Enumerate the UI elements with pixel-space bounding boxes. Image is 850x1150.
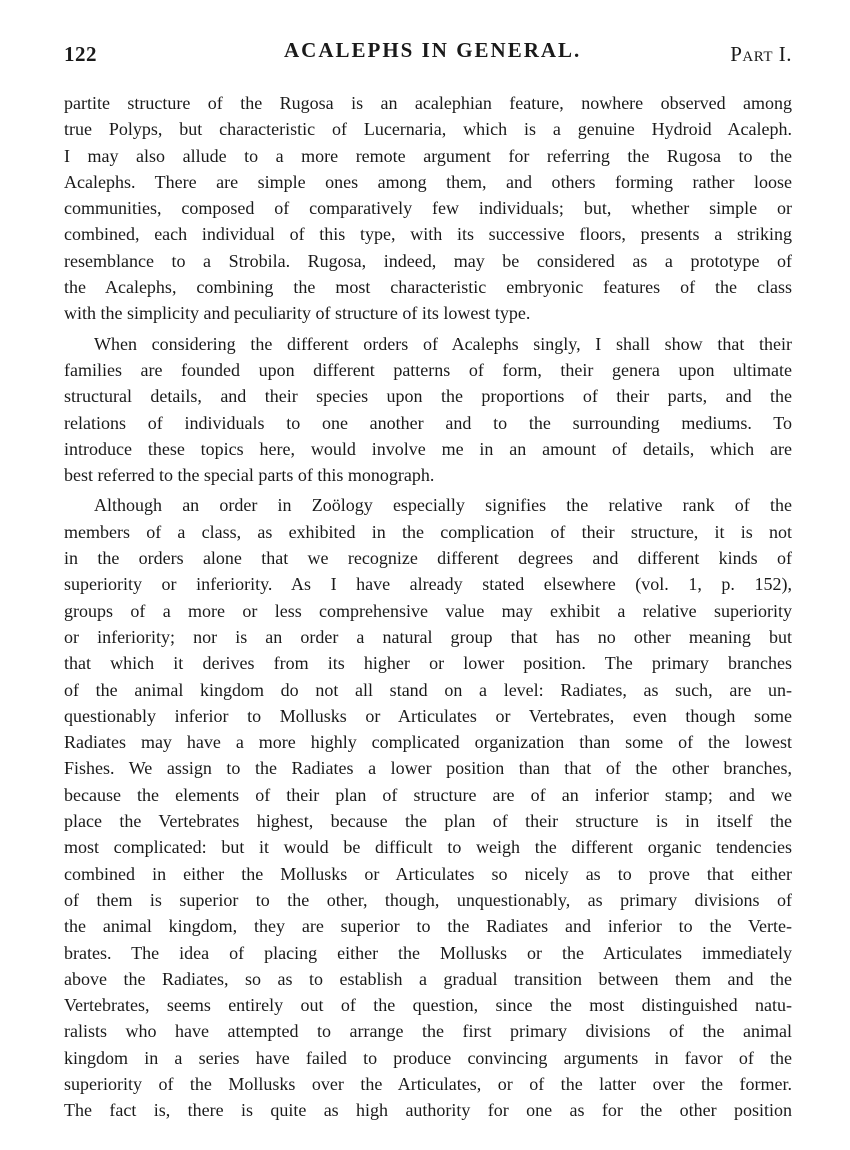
- text-line: combined, each individual of this type, with its successive floors, presents a striking: [64, 224, 792, 245]
- paragraph-1: [64, 90, 792, 327]
- running-title: ACALEPHS IN GENERAL.: [284, 38, 582, 62]
- text-line: superiority of the Mollusks over the Articulates, or of the latter over the former.: [64, 1073, 792, 1094]
- text-line: questionably inferior to Mollusks or Articulates or Vertebrates, even though some: [64, 705, 792, 726]
- page-number: 122: [64, 42, 97, 66]
- text-line: communities, composed of comparatively few individuals; but, whether simple or: [64, 198, 792, 219]
- text-line: place the Vertebrates highest, because the plan of their structure is in itself the: [64, 811, 792, 832]
- text-line: with the simplicity and peculiarity of structure of its lowest type.: [64, 303, 531, 324]
- text-line: structural details, and their species upon the proportions of their parts, and the: [64, 386, 792, 407]
- text-line: Fishes. We assign to the Radiates a lower position than that of the other branches,: [64, 758, 792, 779]
- text-line: Vertebrates, seems entirely out of the question, since the most distinguished natu-: [64, 995, 792, 1016]
- text-line: best referred to the special parts of this monograph.: [64, 465, 435, 486]
- paragraph-3: [64, 492, 792, 1123]
- text-line: the animal kingdom, they are superior to the Radiates and inferior to the Verte-: [64, 916, 792, 937]
- text-line: groups of a more or less comprehensive value may exhibit a relative superiority: [64, 600, 792, 621]
- text-line: most complicated: but it would be difficult to weigh the different organic tendencies: [64, 837, 792, 858]
- text-line: Acalephs. There are simple ones among them, and others forming rather loose: [64, 171, 792, 192]
- text-line: superiority or inferiority. As I have already stated elsewhere (vol. 1, p. 152),: [64, 574, 792, 595]
- text-line: When considering the different orders of Acalephs singly, I shall show that their: [94, 333, 792, 354]
- text-line: because the elements of their plan of structure are of an inferior stamp; and we: [64, 784, 792, 805]
- text-line: The fact is, there is quite as high authority for one as for the other position: [64, 1100, 792, 1121]
- text-line: resemblance to a Strobila. Rugosa, indeed, may be considered as a prototype of: [64, 250, 792, 271]
- text-line: Although an order in Zoölogy especially signifies the relative rank of the: [94, 495, 792, 516]
- text-line: ralists who have attempted to arrange the first primary divisions of the animal: [64, 1021, 792, 1042]
- text-line: the Acalephs, combining the most characteristic embryonic features of the class: [64, 277, 792, 298]
- text-line: above the Radiates, so as to establish a gradual transition between them and the: [64, 968, 792, 989]
- text-line: in the orders alone that we recognize different degrees and different kinds of: [64, 548, 792, 569]
- text-line: Radiates may have a more highly complicated organization than some of the lowest: [64, 732, 792, 753]
- text-line: I may also allude to a more remote argument for referring the Rugosa to the: [64, 145, 792, 166]
- text-line: families are founded upon different patterns of form, their genera upon ultimate: [64, 359, 792, 380]
- text-line: brates. The idea of placing either the Mollusks or the Articulates immediately: [64, 942, 792, 963]
- text-line: kingdom in a series have failed to produce convincing arguments in favor of the: [64, 1047, 792, 1068]
- text-line: members of a class, as exhibited in the complication of their structure, it is not: [64, 521, 792, 542]
- text-line: of them is superior to the other, though, unquestionably, as primary divisions of: [64, 889, 792, 910]
- book-page: [64, 38, 792, 1128]
- text-line: introduce these topics here, would involve me in an amount of details, which are: [64, 438, 792, 459]
- text-line: of the animal kingdom do not all stand on a level: Radiates, as such, are un-: [64, 679, 792, 700]
- text-line: partite structure of the Rugosa is an acalephian feature, nowhere observed among: [64, 93, 792, 113]
- part-label: Part I.: [730, 42, 792, 66]
- running-head: [64, 38, 792, 68]
- paragraph-2: [64, 331, 792, 489]
- text-line: that which it derives from its higher or lower position. The primary branches: [64, 653, 792, 674]
- text-line: relations of individuals to one another and to the surrounding mediums. To: [64, 412, 792, 433]
- text-line: combined in either the Mollusks or Articulates so nicely as to prove that either: [64, 863, 792, 884]
- text-line: true Polyps, but characteristic of Lucernaria, which is a genuine Hydroid Acaleph.: [64, 119, 792, 140]
- text-line: or inferiority; nor is an order a natural group that has no other meaning but: [64, 626, 792, 647]
- body-text: [64, 90, 792, 1124]
